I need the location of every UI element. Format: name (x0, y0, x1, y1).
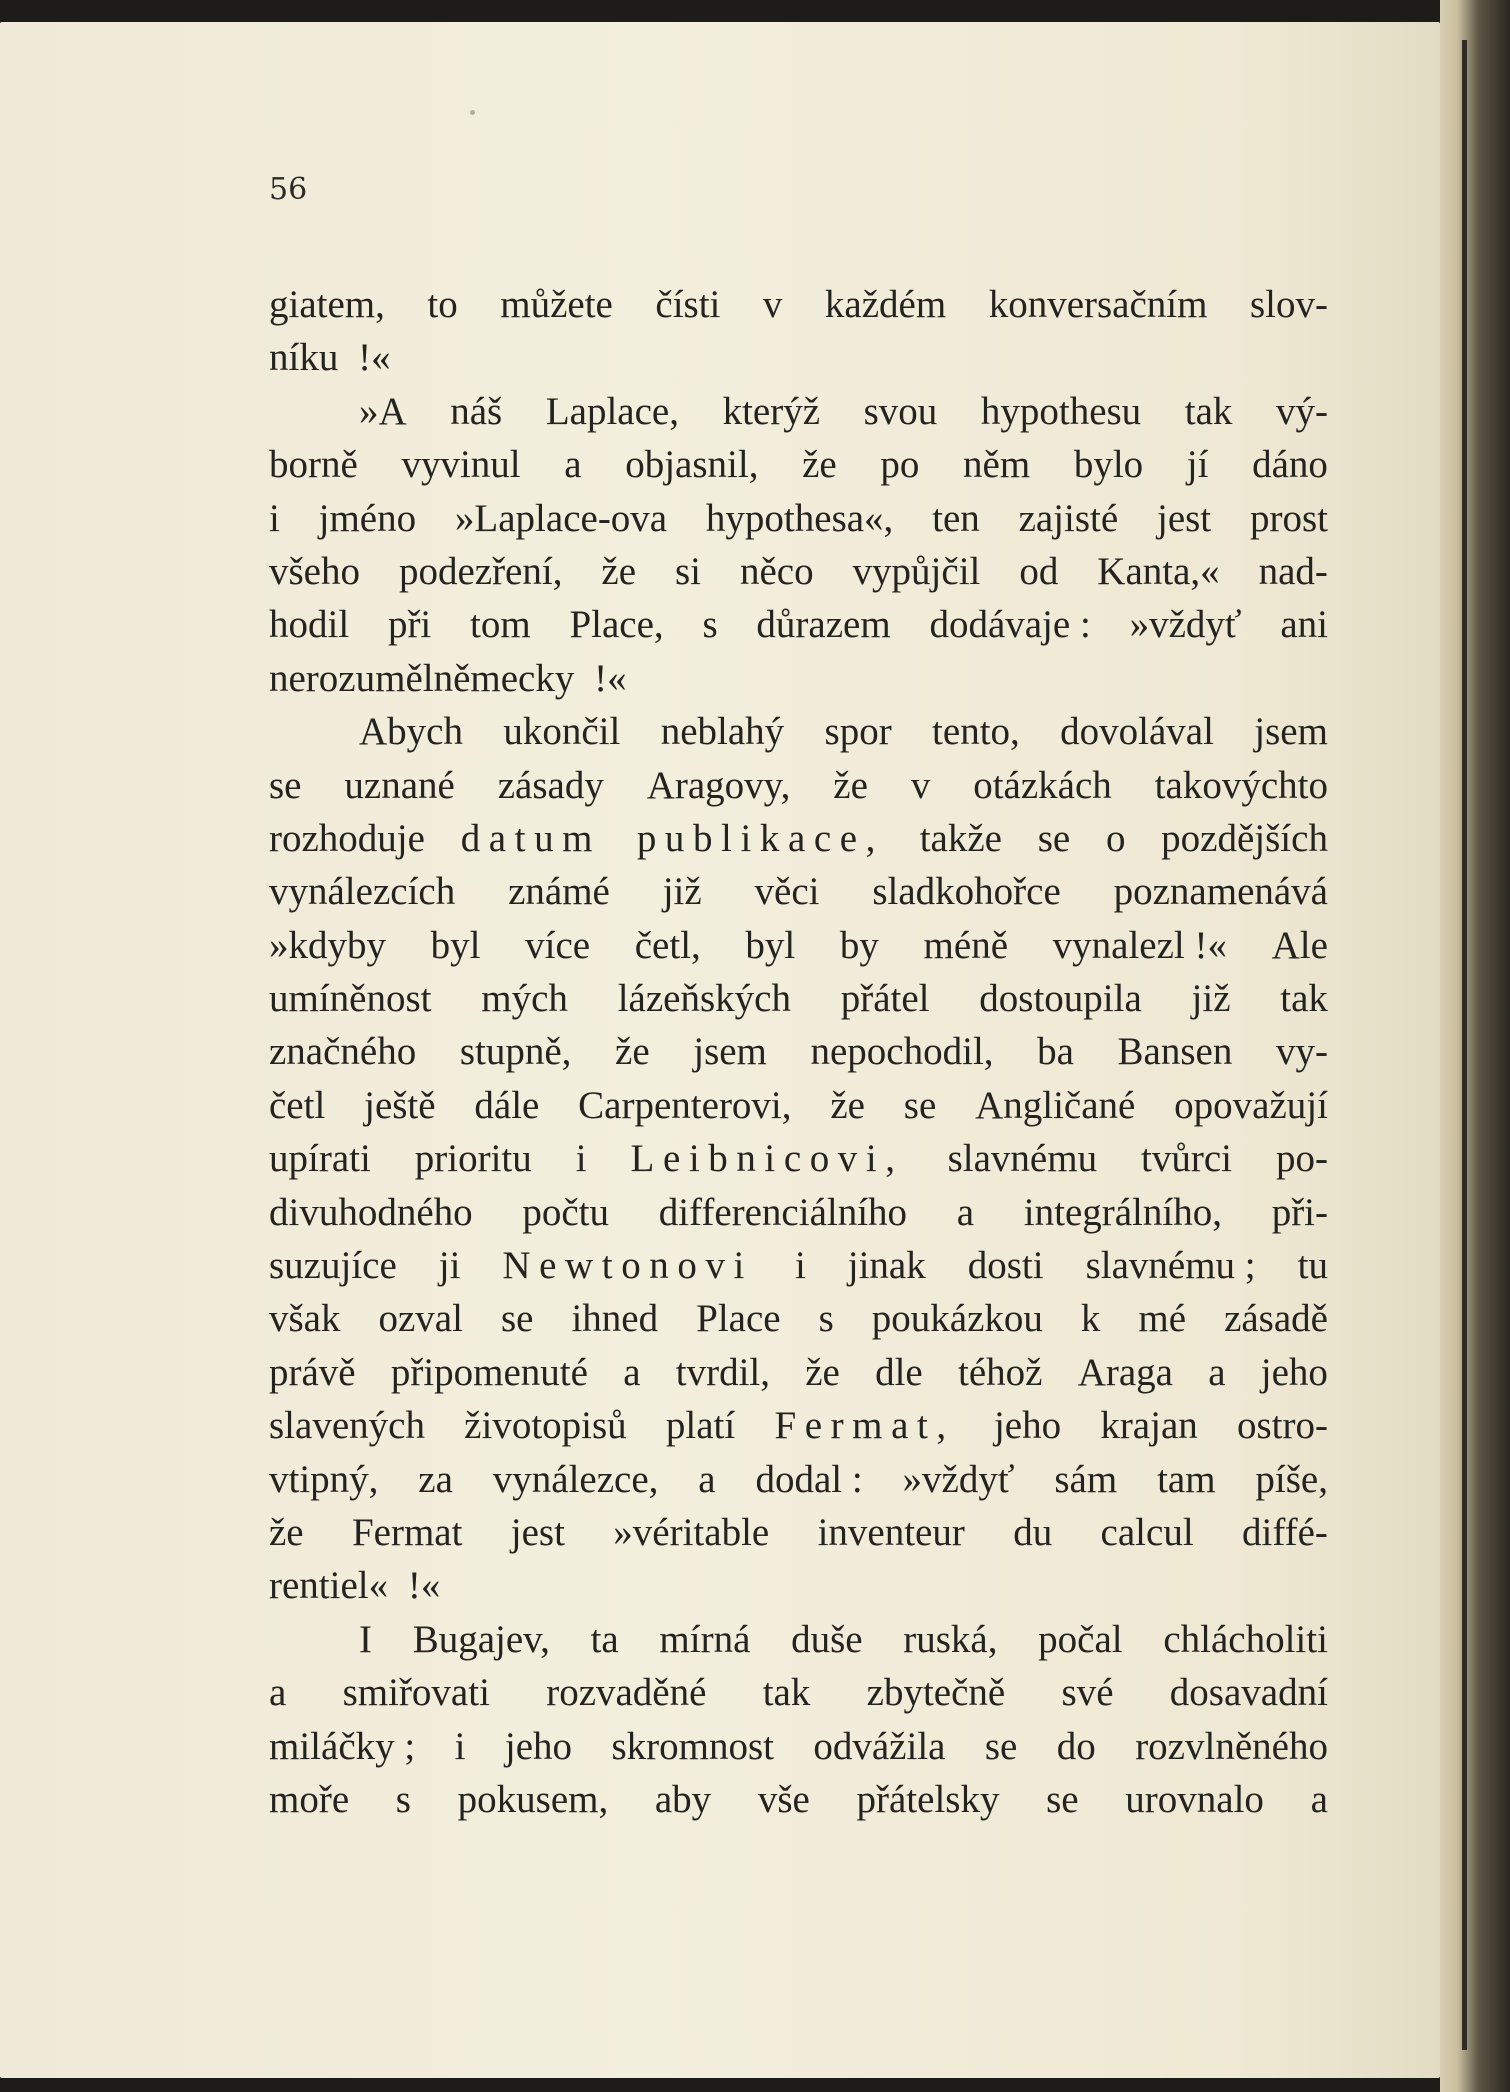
word: čísti (655, 283, 721, 326)
word: duše (791, 1617, 863, 1661)
word: četl, (634, 923, 701, 967)
word: differenciálního (658, 1190, 908, 1234)
word: Bugajev, (412, 1617, 550, 1661)
text-line (269, 331, 1328, 384)
word: pokusem, (457, 1777, 609, 1821)
text-line (269, 865, 1328, 918)
word: již (662, 870, 702, 914)
word: Araga (1077, 1350, 1173, 1394)
text-line (269, 1239, 1328, 1292)
word: téhož (957, 1350, 1043, 1394)
word: do (1056, 1724, 1096, 1768)
word: »A (359, 389, 407, 433)
word: Ale (1271, 923, 1328, 967)
word: chlácholiti (1163, 1617, 1328, 1661)
word: vyvinul (401, 443, 521, 487)
word: sám (1054, 1457, 1118, 1501)
word: dáno (1252, 443, 1328, 487)
word: hypothesa«, (705, 496, 894, 540)
word: a (623, 1350, 641, 1394)
text-line (269, 1025, 1328, 1078)
word: se (500, 1297, 534, 1341)
word: zásady (497, 763, 604, 807)
word: jeho (1260, 1350, 1328, 1394)
word: nerozuměl (269, 656, 434, 700)
text-line (269, 1079, 1328, 1132)
word: zajisté (1018, 496, 1119, 540)
word: du (1013, 1510, 1053, 1554)
word: otázkách (973, 763, 1112, 807)
word: právě (269, 1350, 356, 1394)
word: připomenuté (390, 1350, 588, 1394)
word: dostoupila (979, 977, 1142, 1021)
word: byl (745, 923, 796, 967)
page-number: 56 (269, 172, 308, 207)
word: takže (919, 816, 1002, 860)
word: krajan (1100, 1404, 1198, 1448)
word: Leibnicovi, (630, 1137, 904, 1181)
word: Angličané (975, 1083, 1136, 1127)
word: Newtonovi (502, 1244, 753, 1288)
word: se (903, 1083, 937, 1127)
word: slavnému ; (1085, 1244, 1256, 1288)
word: zásadě (1224, 1297, 1328, 1341)
word: se (984, 1724, 1018, 1768)
word: v (910, 763, 931, 807)
word: pozdějších (1161, 816, 1328, 860)
word: spor (824, 710, 892, 754)
word: vtipný, (269, 1457, 379, 1501)
word: a (956, 1190, 975, 1234)
word: dle (875, 1350, 923, 1394)
word: a (269, 1671, 287, 1715)
word: stupně, (459, 1030, 572, 1074)
paper-speck (470, 110, 475, 115)
word: dále (474, 1083, 540, 1127)
paper-sheet (0, 22, 1440, 2078)
word: slavených (269, 1404, 425, 1448)
word: opovažují (1174, 1083, 1328, 1127)
word: své (1061, 1671, 1114, 1715)
word: neblahý (660, 710, 785, 754)
word: zbytečně (866, 1671, 1006, 1715)
word: více (525, 923, 591, 967)
word: Bansen (1117, 1030, 1233, 1074)
word: rozvaděné (546, 1671, 707, 1715)
word: při (387, 603, 432, 647)
word: všeho (269, 549, 360, 593)
word: tento, (932, 710, 1020, 754)
word: kterýž (722, 389, 821, 433)
word: jinak (847, 1244, 926, 1288)
word: datum (460, 816, 602, 860)
word: četl (269, 1083, 326, 1127)
word: značného (269, 1030, 417, 1074)
word: rozhoduje (269, 816, 425, 860)
word: dosti (967, 1244, 1044, 1288)
word: s (818, 1297, 834, 1341)
word: svou (863, 389, 938, 433)
word: uznané (344, 763, 455, 807)
word: vy- (1275, 1030, 1328, 1074)
text-line (269, 1346, 1328, 1399)
text-line (269, 1292, 1328, 1345)
word: ukončil (503, 710, 621, 754)
word: Place, (569, 603, 664, 647)
word: byl (430, 923, 481, 967)
word: ani (1280, 603, 1328, 647)
word: že (615, 1030, 650, 1074)
word: objasnil, (625, 443, 759, 487)
word: jeho (993, 1404, 1062, 1448)
word: něm (963, 443, 1031, 487)
word: že (601, 549, 637, 593)
word: že (830, 1083, 865, 1127)
word: s (702, 603, 718, 647)
word: ostro- (1236, 1404, 1328, 1448)
word: bylo (1073, 443, 1144, 487)
word: umíněnost (269, 977, 432, 1021)
word: i (269, 496, 280, 540)
text-line (269, 1506, 1328, 1559)
word: ta (590, 1617, 619, 1661)
text-line (269, 759, 1328, 812)
word: a (1208, 1350, 1226, 1394)
text-line (269, 598, 1328, 651)
word: o (1105, 816, 1126, 860)
word: se (1037, 816, 1071, 860)
word: konversačním (988, 283, 1208, 326)
word: skromnost (611, 1724, 774, 1768)
word: však (269, 1297, 341, 1341)
word: Abych (359, 710, 463, 754)
word: ruská, (903, 1617, 998, 1661)
word: i (794, 1244, 806, 1288)
word: se (1046, 1777, 1079, 1821)
word: každém (824, 283, 947, 326)
word: v (762, 283, 783, 326)
text-line (269, 1773, 1328, 1826)
word: že (833, 763, 868, 807)
word: vynálezce, (492, 1457, 659, 1501)
text-line (269, 438, 1328, 491)
word: Laplace, (545, 389, 679, 433)
word: takovýchto (1154, 763, 1328, 807)
word: tak (762, 1671, 811, 1715)
word: tak (1280, 977, 1328, 1021)
word: vypůjčil (852, 549, 981, 593)
word: při- (1271, 1190, 1328, 1234)
word: upírati (269, 1137, 371, 1181)
text-line (269, 812, 1328, 865)
word: vynálezcích (269, 870, 456, 914)
word: jeho (504, 1724, 573, 1768)
word: dodávaje : (929, 603, 1091, 647)
word: vše (757, 1777, 810, 1821)
word: jsem (693, 1030, 767, 1074)
word: prioritu (414, 1137, 532, 1181)
word: Carpenterovi, (578, 1083, 792, 1127)
word: se (269, 763, 302, 807)
word: mé (1138, 1297, 1187, 1341)
word: a (564, 443, 582, 487)
word: to (427, 283, 458, 326)
text-line (269, 1399, 1328, 1452)
word: diffé- (1242, 1510, 1328, 1554)
word: tam (1157, 1457, 1216, 1501)
word: divuhodného (269, 1190, 473, 1234)
word: tom (470, 603, 531, 647)
book-spine (1440, 0, 1510, 2092)
word: I (359, 1617, 372, 1661)
text-line (269, 1559, 1328, 1612)
word: od (1019, 549, 1059, 593)
spine-shadow (1462, 40, 1467, 2050)
word: něco (739, 549, 814, 593)
word: i (454, 1724, 466, 1768)
word: Fermat, (774, 1404, 955, 1448)
word: rozvlněného (1135, 1724, 1328, 1768)
text-line (269, 652, 1328, 705)
word: i (575, 1137, 587, 1181)
text-line (269, 1453, 1328, 1506)
word: věci (754, 870, 820, 914)
word: píše, (1255, 1457, 1328, 1501)
word: hodil (269, 603, 350, 647)
word: počal (1038, 1617, 1123, 1661)
word: jest (510, 1510, 565, 1554)
word: platí (665, 1404, 736, 1448)
word: že (805, 1350, 840, 1394)
word: níku !« (269, 336, 391, 380)
word: publikace, (636, 816, 884, 860)
word: vynalezl !« (1052, 923, 1227, 967)
word: borně (269, 443, 358, 487)
word: s (395, 1777, 411, 1821)
word: německy !« (433, 656, 627, 700)
word: nad- (1258, 549, 1328, 593)
word: za (418, 1457, 453, 1501)
word: odvážila (813, 1724, 946, 1768)
word: sladkohořce (872, 870, 1061, 914)
word: »Laplace-ova (454, 496, 668, 540)
word: mých (481, 977, 568, 1021)
text-line (269, 705, 1328, 758)
word: mírná (659, 1617, 751, 1661)
word: miláčky ; (269, 1724, 416, 1768)
word: tvrdil, (675, 1350, 770, 1394)
word: ba (1037, 1030, 1074, 1074)
word: jméno (318, 496, 417, 540)
word: Aragovy, (646, 763, 791, 807)
word: životopisů (464, 1404, 627, 1448)
word: dodal : (755, 1457, 863, 1501)
word: můžete (500, 283, 613, 326)
word: »véritable (613, 1510, 770, 1554)
word: poznamenává (1113, 870, 1328, 914)
word: po- (1275, 1137, 1328, 1181)
text-line (269, 385, 1328, 438)
word: tu (1297, 1244, 1328, 1288)
word: náš (450, 389, 503, 433)
word: přátelsky (856, 1777, 1000, 1821)
word: ještě (364, 1083, 436, 1127)
word: tvůrci (1141, 1137, 1233, 1181)
word: k (1080, 1297, 1101, 1341)
word: poukázkou (871, 1297, 1043, 1341)
word: hypothesu (980, 389, 1142, 433)
word: jest (1156, 496, 1212, 540)
text-line (269, 919, 1328, 972)
word: slov- (1249, 283, 1328, 326)
word: a (698, 1457, 716, 1501)
word: známé (508, 870, 610, 914)
text-line (269, 1132, 1328, 1185)
word: Kanta,« (1097, 549, 1220, 593)
text-line (269, 492, 1328, 545)
text-line (269, 278, 1328, 331)
word: integrálního, (1023, 1190, 1222, 1234)
word: jsem (1254, 710, 1328, 754)
word: počtu (522, 1190, 610, 1234)
word: přátel (840, 977, 930, 1021)
word: smiřovati (342, 1671, 490, 1715)
word: moře (269, 1777, 350, 1821)
word: Place (696, 1297, 781, 1341)
word: jí (1186, 443, 1209, 487)
word: calcul (1100, 1510, 1194, 1554)
word: Fermat (351, 1510, 463, 1554)
word: aby (654, 1777, 712, 1821)
text-line (269, 1666, 1328, 1719)
text-line (269, 1613, 1328, 1666)
word: dosavadní (1169, 1671, 1328, 1715)
word: a (1310, 1777, 1328, 1821)
word: po (880, 443, 920, 487)
word: si (675, 549, 702, 593)
word: vý- (1276, 389, 1328, 433)
word: ozval (378, 1297, 463, 1341)
word: »vždyť (1129, 603, 1242, 647)
word: by (839, 923, 879, 967)
word: urovnalo (1125, 1777, 1264, 1821)
word: prost (1249, 496, 1328, 540)
word: rentiel« !« (269, 1564, 441, 1608)
word: nepochodil, (810, 1030, 994, 1074)
text-line (269, 1186, 1328, 1239)
word: že (269, 1510, 304, 1554)
word: že (802, 443, 837, 487)
word: ji (438, 1244, 461, 1288)
word: tak (1184, 389, 1233, 433)
word: ten (932, 496, 980, 540)
word: ihned (571, 1297, 659, 1341)
word: již (1191, 977, 1231, 1021)
body-text (269, 278, 1328, 1826)
word: suzujíce (269, 1244, 397, 1288)
text-line (269, 972, 1328, 1025)
word: důrazem (756, 603, 891, 647)
word: giatem, (269, 283, 385, 326)
word: inventeur (817, 1510, 965, 1554)
word: slavnému (947, 1137, 1098, 1181)
word: dovolával (1060, 710, 1214, 754)
word: podezření, (398, 549, 563, 593)
text-line (269, 1720, 1328, 1773)
word: »vždyť (902, 1457, 1015, 1501)
word: lázeňských (617, 977, 791, 1021)
word: méně (923, 923, 1009, 967)
text-line (269, 545, 1328, 598)
word: »kdyby (269, 923, 386, 967)
